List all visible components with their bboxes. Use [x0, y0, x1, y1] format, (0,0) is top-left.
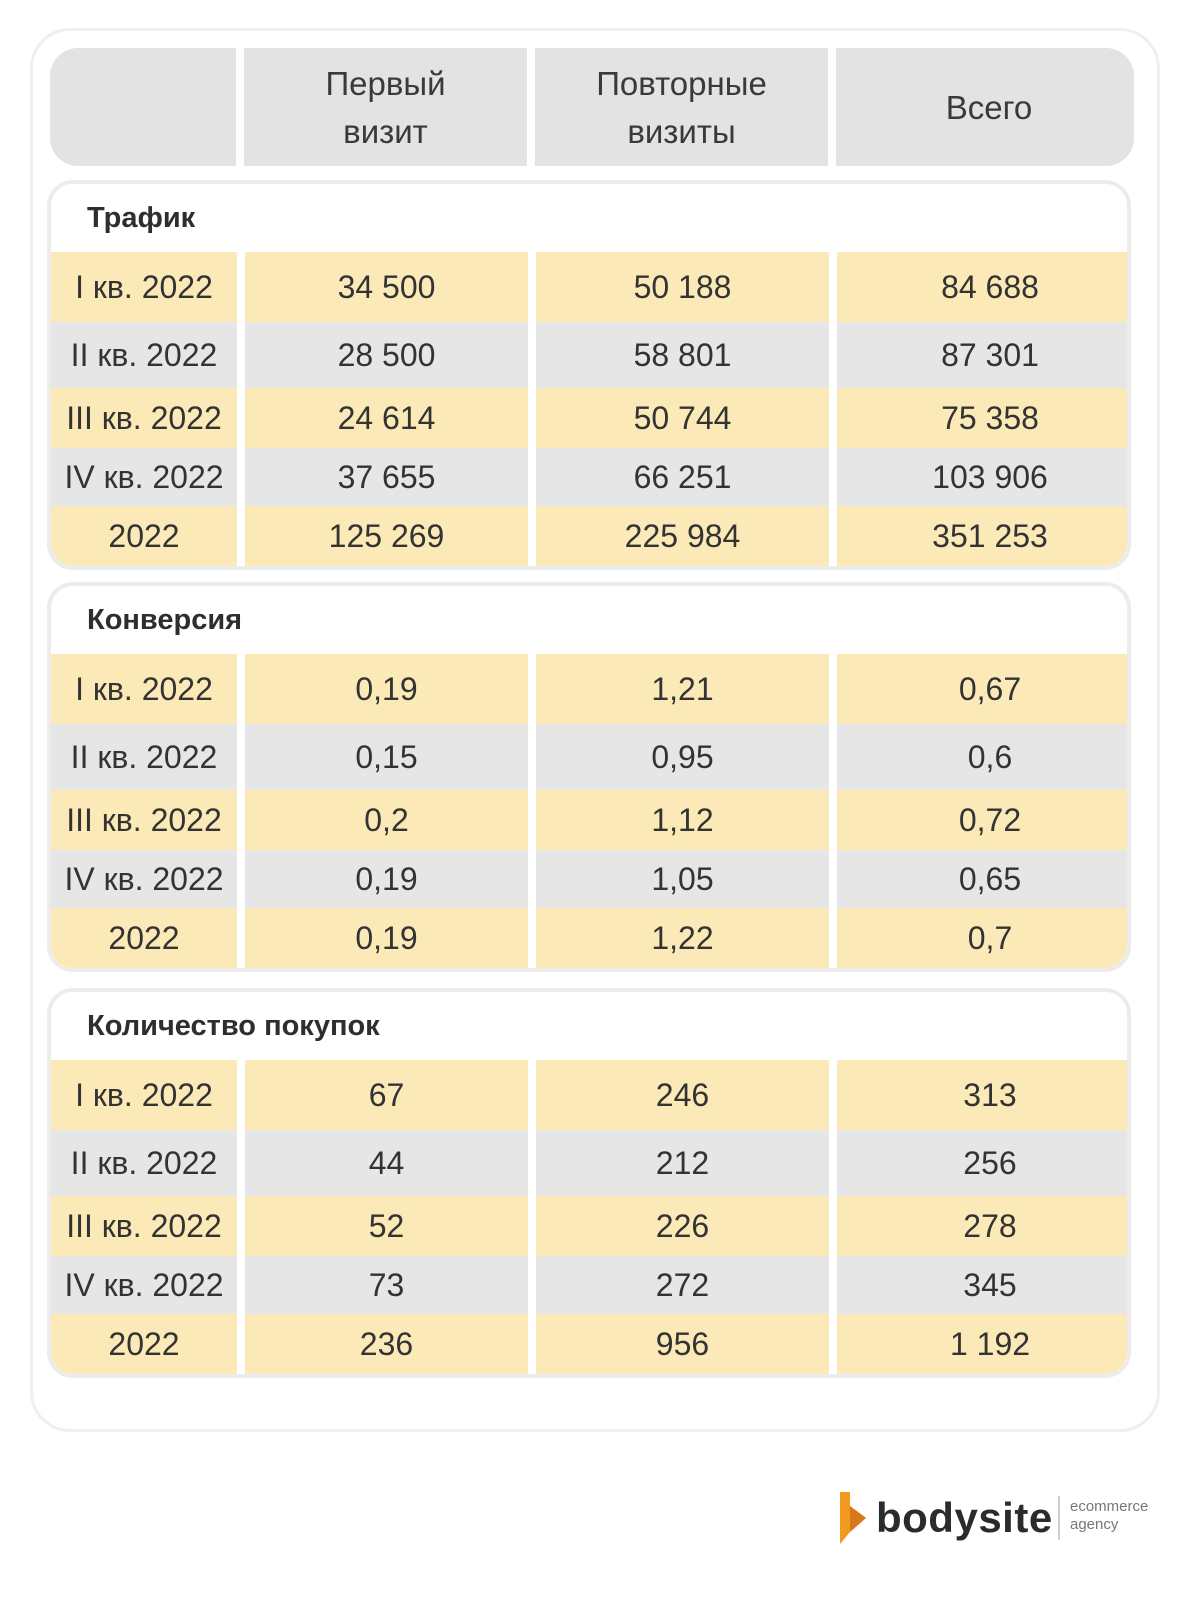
- table-cell: 0,15: [245, 724, 528, 790]
- table-cell: 956: [536, 1314, 829, 1374]
- table-cell: 226: [536, 1196, 829, 1256]
- table-cell: 24 614: [245, 388, 528, 448]
- table-cell: 0,7: [837, 908, 1131, 968]
- logo-separator: [1058, 1496, 1060, 1540]
- table-cell: 34 500: [245, 252, 528, 322]
- table-cell: 0,19: [245, 850, 528, 908]
- table-cell: 84 688: [837, 252, 1131, 322]
- logo-tag-line1: ecommerce: [1070, 1498, 1149, 1515]
- row-label: III кв. 2022: [51, 790, 237, 850]
- table-row: [51, 1060, 1127, 1130]
- table-cell: 256: [837, 1130, 1131, 1196]
- table-row: [51, 1314, 1127, 1374]
- table-cell: 52: [245, 1196, 528, 1256]
- row-label: II кв. 2022: [51, 1130, 237, 1196]
- table-cell: 1 192: [837, 1314, 1131, 1374]
- table-row: [51, 506, 1127, 566]
- table-cell: 313: [837, 1060, 1131, 1130]
- section-block: [47, 180, 1131, 570]
- table-cell: 345: [837, 1256, 1131, 1314]
- table-cell: 75 358: [837, 388, 1131, 448]
- table-cell: 0,67: [837, 654, 1131, 724]
- header-total: [836, 48, 1134, 166]
- table-cell: 1,22: [536, 908, 829, 968]
- table-cell: 37 655: [245, 448, 528, 506]
- table-cell: 125 269: [245, 506, 528, 566]
- table-row: [51, 908, 1127, 968]
- table-row: [51, 654, 1127, 724]
- row-label: I кв. 2022: [51, 252, 237, 322]
- row-label: II кв. 2022: [51, 322, 237, 388]
- row-label: IV кв. 2022: [51, 850, 237, 908]
- table-cell: 66 251: [536, 448, 829, 506]
- section-title: Количество покупок: [51, 992, 1127, 1060]
- table-cell: 103 906: [837, 448, 1131, 506]
- section-block: [47, 582, 1131, 972]
- table-cell: 0,19: [245, 908, 528, 968]
- table-cell: 28 500: [245, 322, 528, 388]
- header-repeat-visits: [535, 48, 828, 166]
- table-cell: 272: [536, 1256, 829, 1314]
- row-label: III кв. 2022: [51, 1196, 237, 1256]
- row-label: I кв. 2022: [51, 654, 237, 724]
- table-cell: 225 984: [536, 506, 829, 566]
- table-cell: 278: [837, 1196, 1131, 1256]
- table-row: [51, 724, 1127, 790]
- table-cell: 87 301: [837, 322, 1131, 388]
- logo-tag-line2: agency: [1070, 1516, 1119, 1533]
- table-cell: 50 188: [536, 252, 829, 322]
- bodysite-logo-mark-icon: [836, 1492, 870, 1544]
- row-label: 2022: [51, 908, 237, 968]
- header-first-visit-label: Первый визит: [325, 65, 446, 150]
- table-row: [51, 1256, 1127, 1314]
- table-cell: 0,65: [837, 850, 1131, 908]
- header-total-label: Всего: [945, 89, 1033, 126]
- table-cell: 50 744: [536, 388, 829, 448]
- row-label: III кв. 2022: [51, 388, 237, 448]
- table-row: [51, 790, 1127, 850]
- row-label: II кв. 2022: [51, 724, 237, 790]
- row-label: 2022: [51, 506, 237, 566]
- table-cell: 351 253: [837, 506, 1131, 566]
- section-block: [47, 988, 1131, 1378]
- table-cell: 0,2: [245, 790, 528, 850]
- table-cell: 212: [536, 1130, 829, 1196]
- table-row: [51, 252, 1127, 322]
- table-header: [50, 48, 1134, 166]
- table-row: [51, 1196, 1127, 1256]
- table-row: [51, 322, 1127, 388]
- table-row: [51, 388, 1127, 448]
- section-title: Конверсия: [51, 586, 1127, 654]
- table-cell: 236: [245, 1314, 528, 1374]
- table-cell: 0,19: [245, 654, 528, 724]
- row-label: IV кв. 2022: [51, 448, 237, 506]
- header-cell-empty: [50, 48, 236, 166]
- table-row: [51, 1130, 1127, 1196]
- table-cell: 67: [245, 1060, 528, 1130]
- table-row: [51, 850, 1127, 908]
- header-repeat-visits-label: Повторные визиты: [596, 65, 767, 150]
- table-cell: 246: [536, 1060, 829, 1130]
- table-cell: 1,21: [536, 654, 829, 724]
- section-title: Трафик: [51, 184, 1127, 252]
- table-row: [51, 448, 1127, 506]
- row-label: I кв. 2022: [51, 1060, 237, 1130]
- row-label: IV кв. 2022: [51, 1256, 237, 1314]
- table-cell: 44: [245, 1130, 528, 1196]
- table-cell: 0,72: [837, 790, 1131, 850]
- logo-tagline: [1070, 1498, 1148, 1534]
- logo-word: bodysite: [876, 1494, 1053, 1541]
- table-cell: 0,6: [837, 724, 1131, 790]
- table-cell: 1,12: [536, 790, 829, 850]
- table-cell: 58 801: [536, 322, 829, 388]
- bodysite-logo: [836, 1490, 1156, 1550]
- row-label: 2022: [51, 1314, 237, 1374]
- table-cell: 0,95: [536, 724, 829, 790]
- header-first-visit: [244, 48, 527, 166]
- table-cell: 1,05: [536, 850, 829, 908]
- table-cell: 73: [245, 1256, 528, 1314]
